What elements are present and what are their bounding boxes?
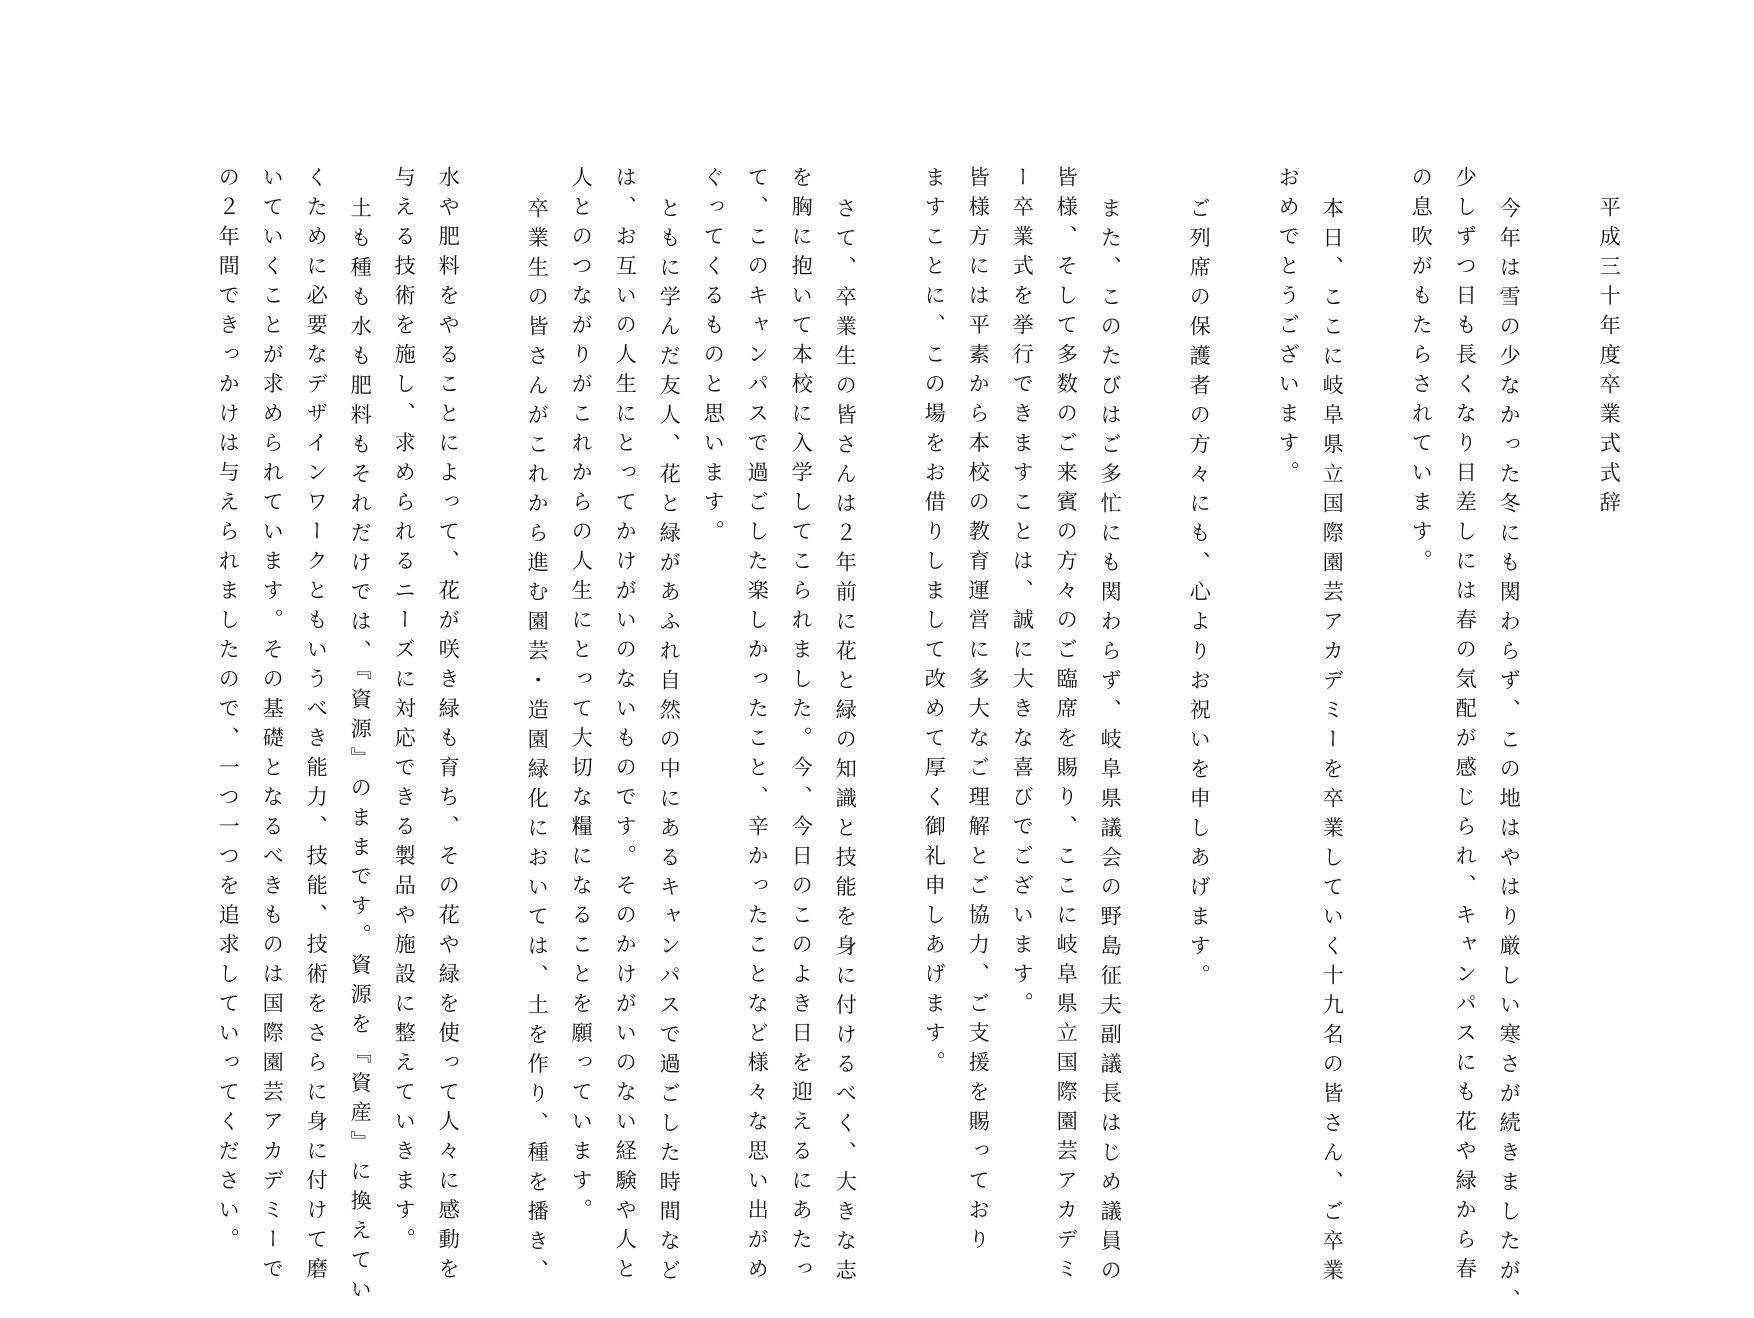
speech-line: て、このキャンパスで過ごした楽しかったこと、辛かったことなど様々な思い出がめ bbox=[745, 166, 771, 1287]
speech-line: ますことに、この場をお借りしまして改めて厚く御礼申しあげます。 bbox=[922, 166, 948, 1081]
speech-line: 土も種も水も肥料もそれだけでは、『資源』のままです。資源を『資産』に換えてい bbox=[348, 197, 374, 1308]
speech-line: 皆様、そして多数のご来賓の方々のご臨席を賜り、ここに岐阜県立国際園芸アカデミ bbox=[1054, 166, 1080, 1287]
speech-line: ー卒業式を挙行できますことは、誠に大きな喜びでございます。 bbox=[1010, 166, 1036, 1022]
speech-line: 本日、ここに岐阜県立国際園芸アカデミーを卒業していく十九名の皆さん、ご卒業 bbox=[1320, 197, 1346, 1289]
speech-line: 与える技術を施し、求められるニーズに対応できる製品や施設に整えていきます。 bbox=[392, 166, 418, 1258]
speech-line: いていくことが求められています。その基礎となるべきものは国際園芸アカデミーで bbox=[260, 166, 286, 1287]
speech-line: 皆様方には平素から本校の教育運営に多大なご理解とご協力、ご支援を賜っており bbox=[966, 166, 992, 1258]
speech-line: また、このたびはご多忙にも関わらず、岐阜県議会の野島征夫副議長はじめ議員の bbox=[1098, 197, 1124, 1289]
speech-line: の息吹がもたらされています。 bbox=[1409, 166, 1435, 579]
speech-line: ともに学んだ友人、花と緑があふれ自然の中にあるキャンパスで過ごした時間など bbox=[657, 197, 683, 1289]
speech-line: を胸に抱いて本校に入学してこられました。今、今日のこのよき日を迎えるにあたっ bbox=[789, 166, 815, 1287]
speech-line: ぐってくるものと思います。 bbox=[701, 166, 727, 550]
speech-line: くために必要なデザインワークともいうべき能力、技能、技術をさらに身に付けて磨 bbox=[304, 166, 330, 1287]
document-title: 平成三十年度卒業式式辞 bbox=[1597, 196, 1623, 521]
speech-line: さて、卒業生の皆さんは２年前に花と緑の知識と技能を身に付けるべく、大きな志 bbox=[833, 197, 859, 1289]
speech-line: おめでとうございます。 bbox=[1276, 166, 1302, 491]
speech-line: 今年は雪の少なかった冬にも関わらず、この地はやはり厳しい寒さが続きましたが、 bbox=[1497, 197, 1523, 1318]
speech-line: 少しずつ日も長くなり日差しには春の気配が感じられ、キャンパスにも花や緑から春 bbox=[1453, 166, 1479, 1287]
speech-line: 卒業生の皆さんがこれから進む園芸・造園緑化においては、土を作り、種を播き、 bbox=[525, 197, 551, 1289]
speech-line: 水や肥料をやることによって、花が咲き緑も育ち、その花や緑を使って人々に感動を bbox=[436, 166, 462, 1287]
speech-line: の２年間できっかけは与えられましたので、一つ一つを追求していってください。 bbox=[216, 166, 242, 1258]
speech-line: 人とのつながりがこれからの人生にとって大切な糧になることを願っています。 bbox=[569, 166, 595, 1228]
speech-line: ご列席の保護者の方々にも、心よりお祝いを申しあげます。 bbox=[1187, 197, 1213, 994]
speech-line: は、お互いの人生にとってかけがいのないものです。そのかけがいのない経験や人と bbox=[613, 166, 639, 1287]
